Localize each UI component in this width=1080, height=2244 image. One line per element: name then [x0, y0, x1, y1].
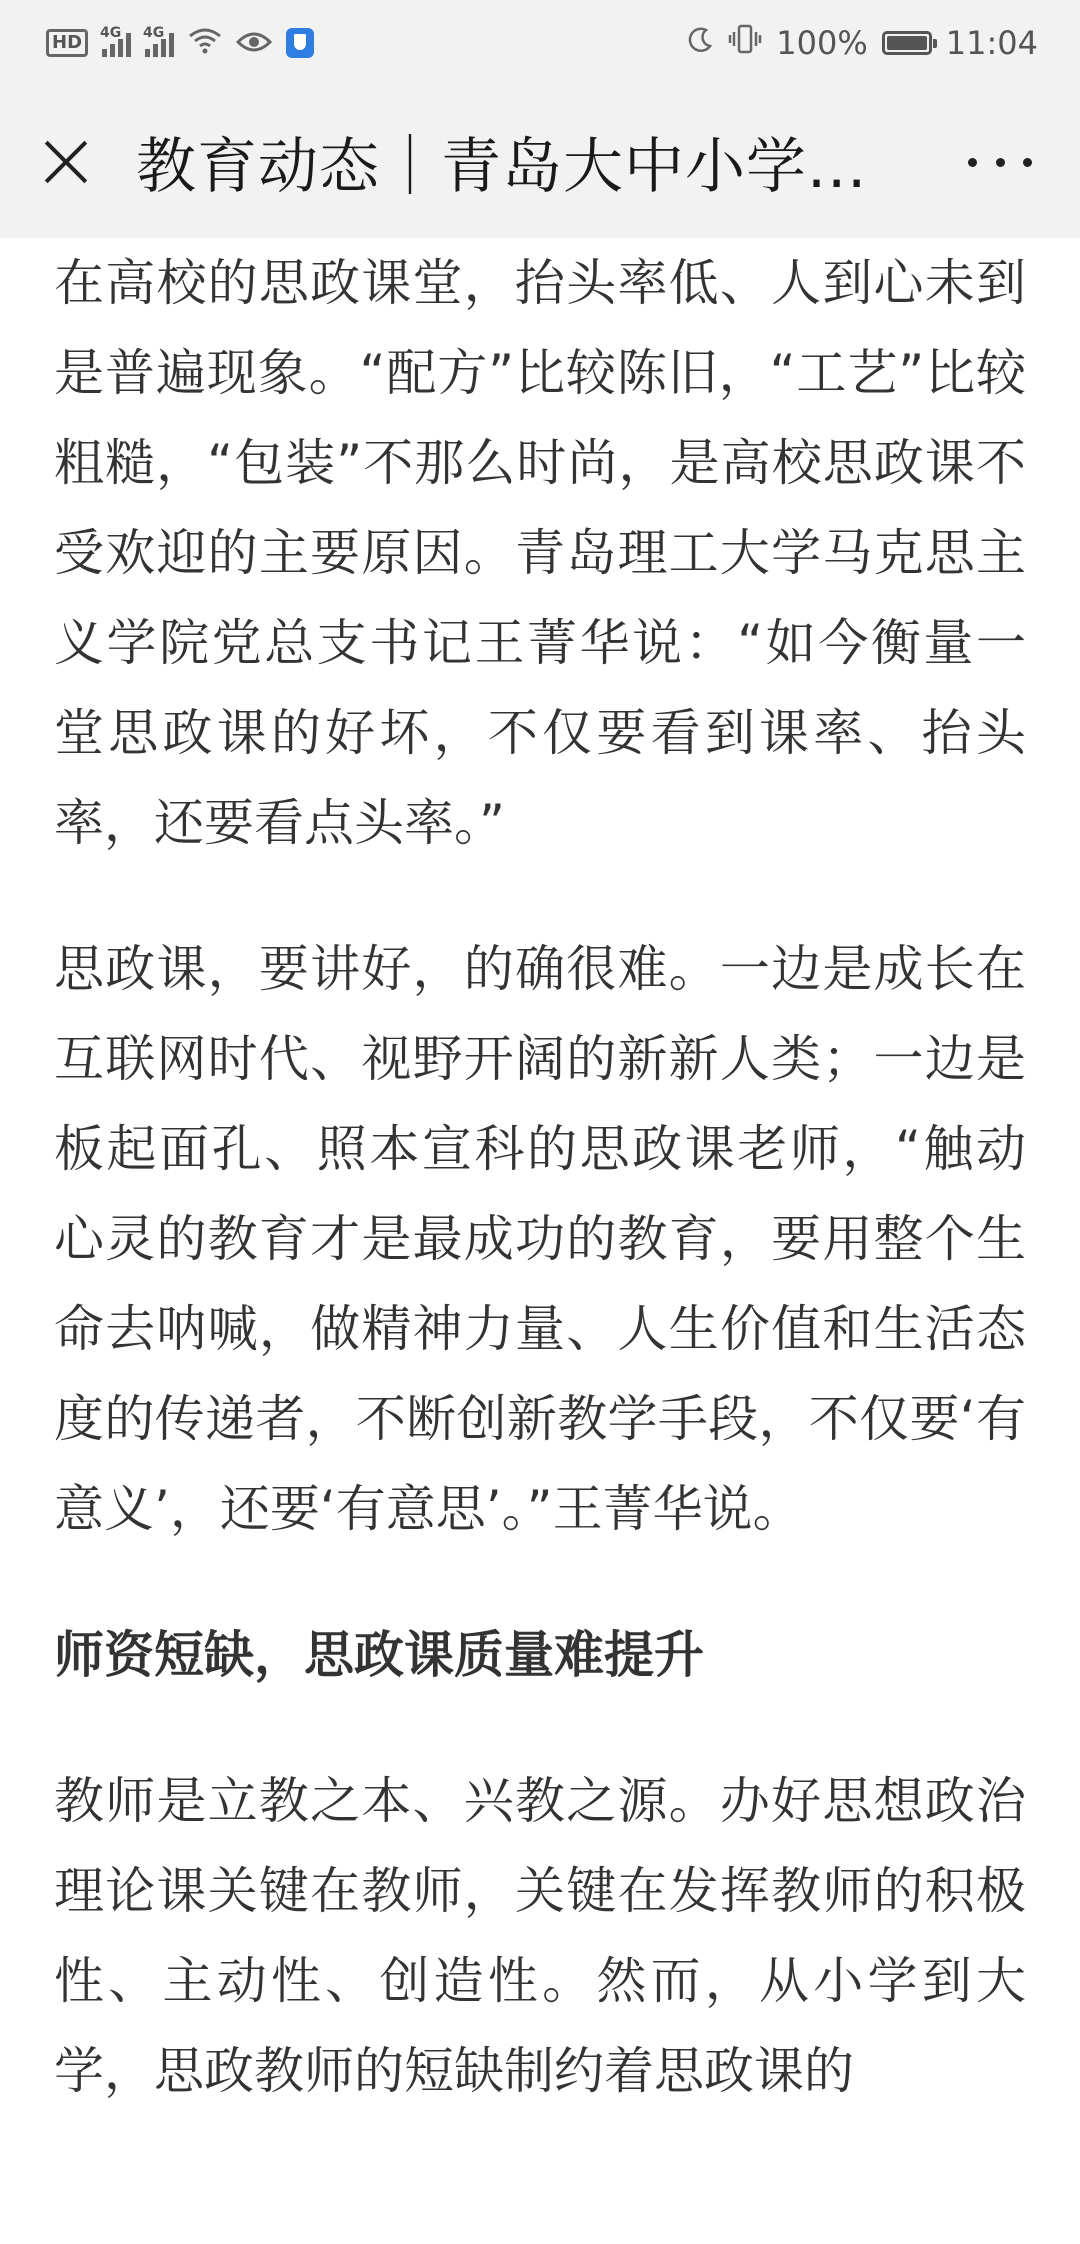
- security-shield-icon: [286, 28, 314, 58]
- battery-icon: [882, 31, 932, 55]
- hd-icon: HD: [46, 29, 88, 57]
- status-right: [686, 24, 1038, 62]
- moon-icon: [686, 24, 714, 62]
- article-body: [54, 238, 1026, 2116]
- battery-percent: 100%: [776, 24, 868, 62]
- title-bar: [0, 86, 1080, 238]
- more-options-icon[interactable]: [960, 132, 1040, 192]
- article-paragraph: 思政课，要讲好，的确很难。一边是成长在互联网时代、视野开阔的新新人类；一边是板起面孔、照本宣科的思政课老师，“触动心灵的教育才是最成功的教育，要用整个生命去呐喊，做精神力量、人生价值和生活态度的传递者，不断创新教学手段，不仅要‘有意义’，还要‘有意思’。”王菁华说。: [54, 940, 1026, 1538]
- section-heading: 师资短缺，思政课质量难提升: [54, 1626, 704, 1684]
- article-paragraph: 教师是立教之本、兴教之源。办好思想政治理论课关键在教师，关键在发挥教师的积极性、主动性、创造性。然而，从小学到大学，思政教师的短缺制约着思政课的: [54, 1772, 1026, 2100]
- status-left: [46, 24, 314, 62]
- clock: 11:04: [945, 24, 1038, 62]
- eye-icon: [236, 24, 272, 62]
- article-paragraph: 在高校的思政课堂，抬头率低、人到心未到是普遍现象。“配方”比较陈旧，“工艺”比较粗糙，“包装”不那么时尚，是高校思政课不受欢迎的主要原因。青岛理工大学马克思主义学院党总支书记王菁华说：“如今衡量一堂思政课的好坏，不仅要看到课率、抬头率，还要看点头率。”: [54, 254, 1026, 852]
- signal-icon-sim1: 4G: [102, 29, 131, 57]
- signal-icon-sim2: 4G: [145, 29, 174, 57]
- page-title: 教育动态｜青岛大中小学...: [136, 132, 868, 202]
- wifi-icon: [188, 24, 222, 62]
- vibrate-icon: [728, 24, 762, 62]
- status-bar: [0, 0, 1080, 86]
- close-icon[interactable]: [40, 136, 92, 188]
